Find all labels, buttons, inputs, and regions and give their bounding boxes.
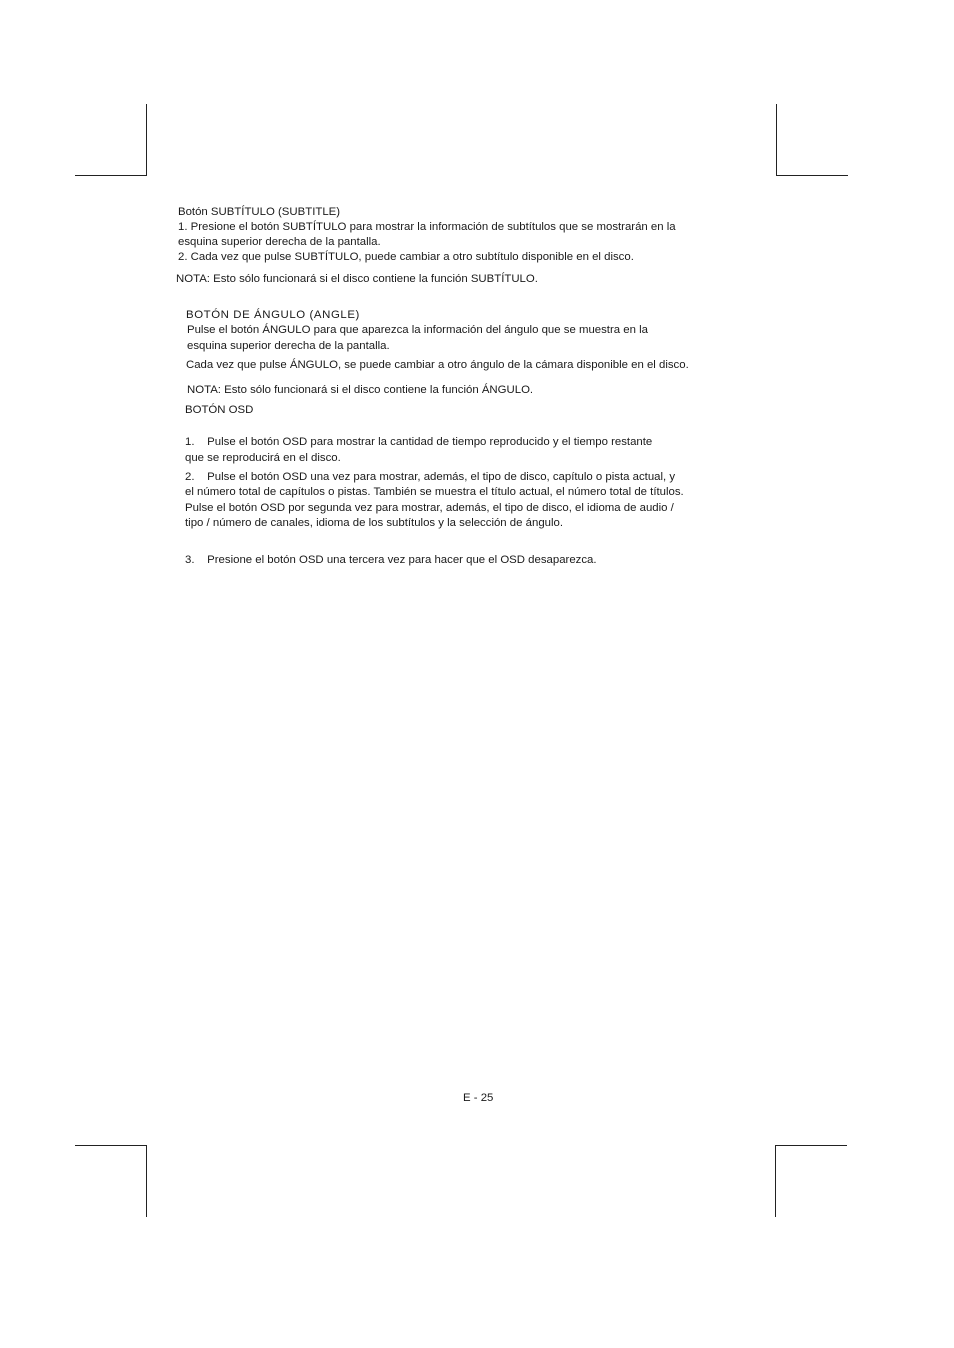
crop-mark-top-right-horizontal	[776, 175, 848, 176]
osd-step3: 3. Presione el botón OSD una tercera vez para hacer que el OSD desaparezca.	[185, 554, 597, 566]
subtitle-heading: Botón SUBTÍTULO (SUBTITLE)	[178, 206, 341, 218]
crop-mark-top-right-vertical	[776, 104, 777, 176]
osd-heading: BOTÓN OSD	[185, 404, 254, 416]
subtitle-step2: 2. Cada vez que pulse SUBTÍTULO, puede cambiar a otro subtítulo disponible en el disco.	[178, 251, 634, 263]
angle-heading: BOTÓN DE ÁNGULO (ANGLE)	[186, 309, 360, 321]
angle-para2: Cada vez que pulse ÁNGULO, se puede cambiar a otro ángulo de la cámara disponible en el disco.	[186, 359, 689, 371]
subtitle-step1-line2: esquina superior derecha de la pantalla.	[178, 236, 381, 248]
crop-mark-top-left-vertical	[146, 104, 147, 176]
crop-mark-bottom-right-horizontal	[775, 1145, 847, 1146]
crop-mark-bottom-right-vertical	[775, 1145, 776, 1217]
subtitle-note: NOTA: Esto sólo funcionará si el disco contiene la función SUBTÍTULO.	[176, 273, 538, 285]
subtitle-step1-line1: 1. Presione el botón SUBTÍTULO para mostrar la información de subtítulos que se mostrarán en la	[178, 221, 676, 233]
osd-step1-line1: 1. Pulse el botón OSD para mostrar la cantidad de tiempo reproducido y el tiempo restante	[185, 436, 653, 448]
osd-step2-line3: Pulse el botón OSD por segunda vez para mostrar, además, el tipo de disco, el idioma de audio /	[185, 502, 674, 514]
osd-step1-line2: que se reproducirá en el disco.	[185, 452, 341, 464]
angle-para1-line1: Pulse el botón ÁNGULO para que aparezca la información del ángulo que se muestra en la	[187, 324, 648, 336]
angle-note: NOTA: Esto sólo funcionará si el disco contiene la función ÁNGULO.	[187, 384, 534, 396]
angle-para1-line2: esquina superior derecha de la pantalla.	[187, 340, 390, 352]
page-number: E - 25	[463, 1092, 494, 1104]
crop-mark-bottom-left-horizontal	[75, 1145, 147, 1146]
osd-step2-line1: 2. Pulse el botón OSD una vez para mostrar, además, el tipo de disco, capítulo o pista actual, y	[185, 471, 676, 483]
crop-mark-bottom-left-vertical	[146, 1145, 147, 1217]
osd-step2-line2: el número total de capítulos o pistas. También se muestra el título actual, el número total de títulos.	[185, 486, 684, 498]
crop-mark-top-left-horizontal	[75, 175, 147, 176]
osd-step2-line4: tipo / número de canales, idioma de los subtítulos y la selección de ángulo.	[185, 517, 564, 529]
